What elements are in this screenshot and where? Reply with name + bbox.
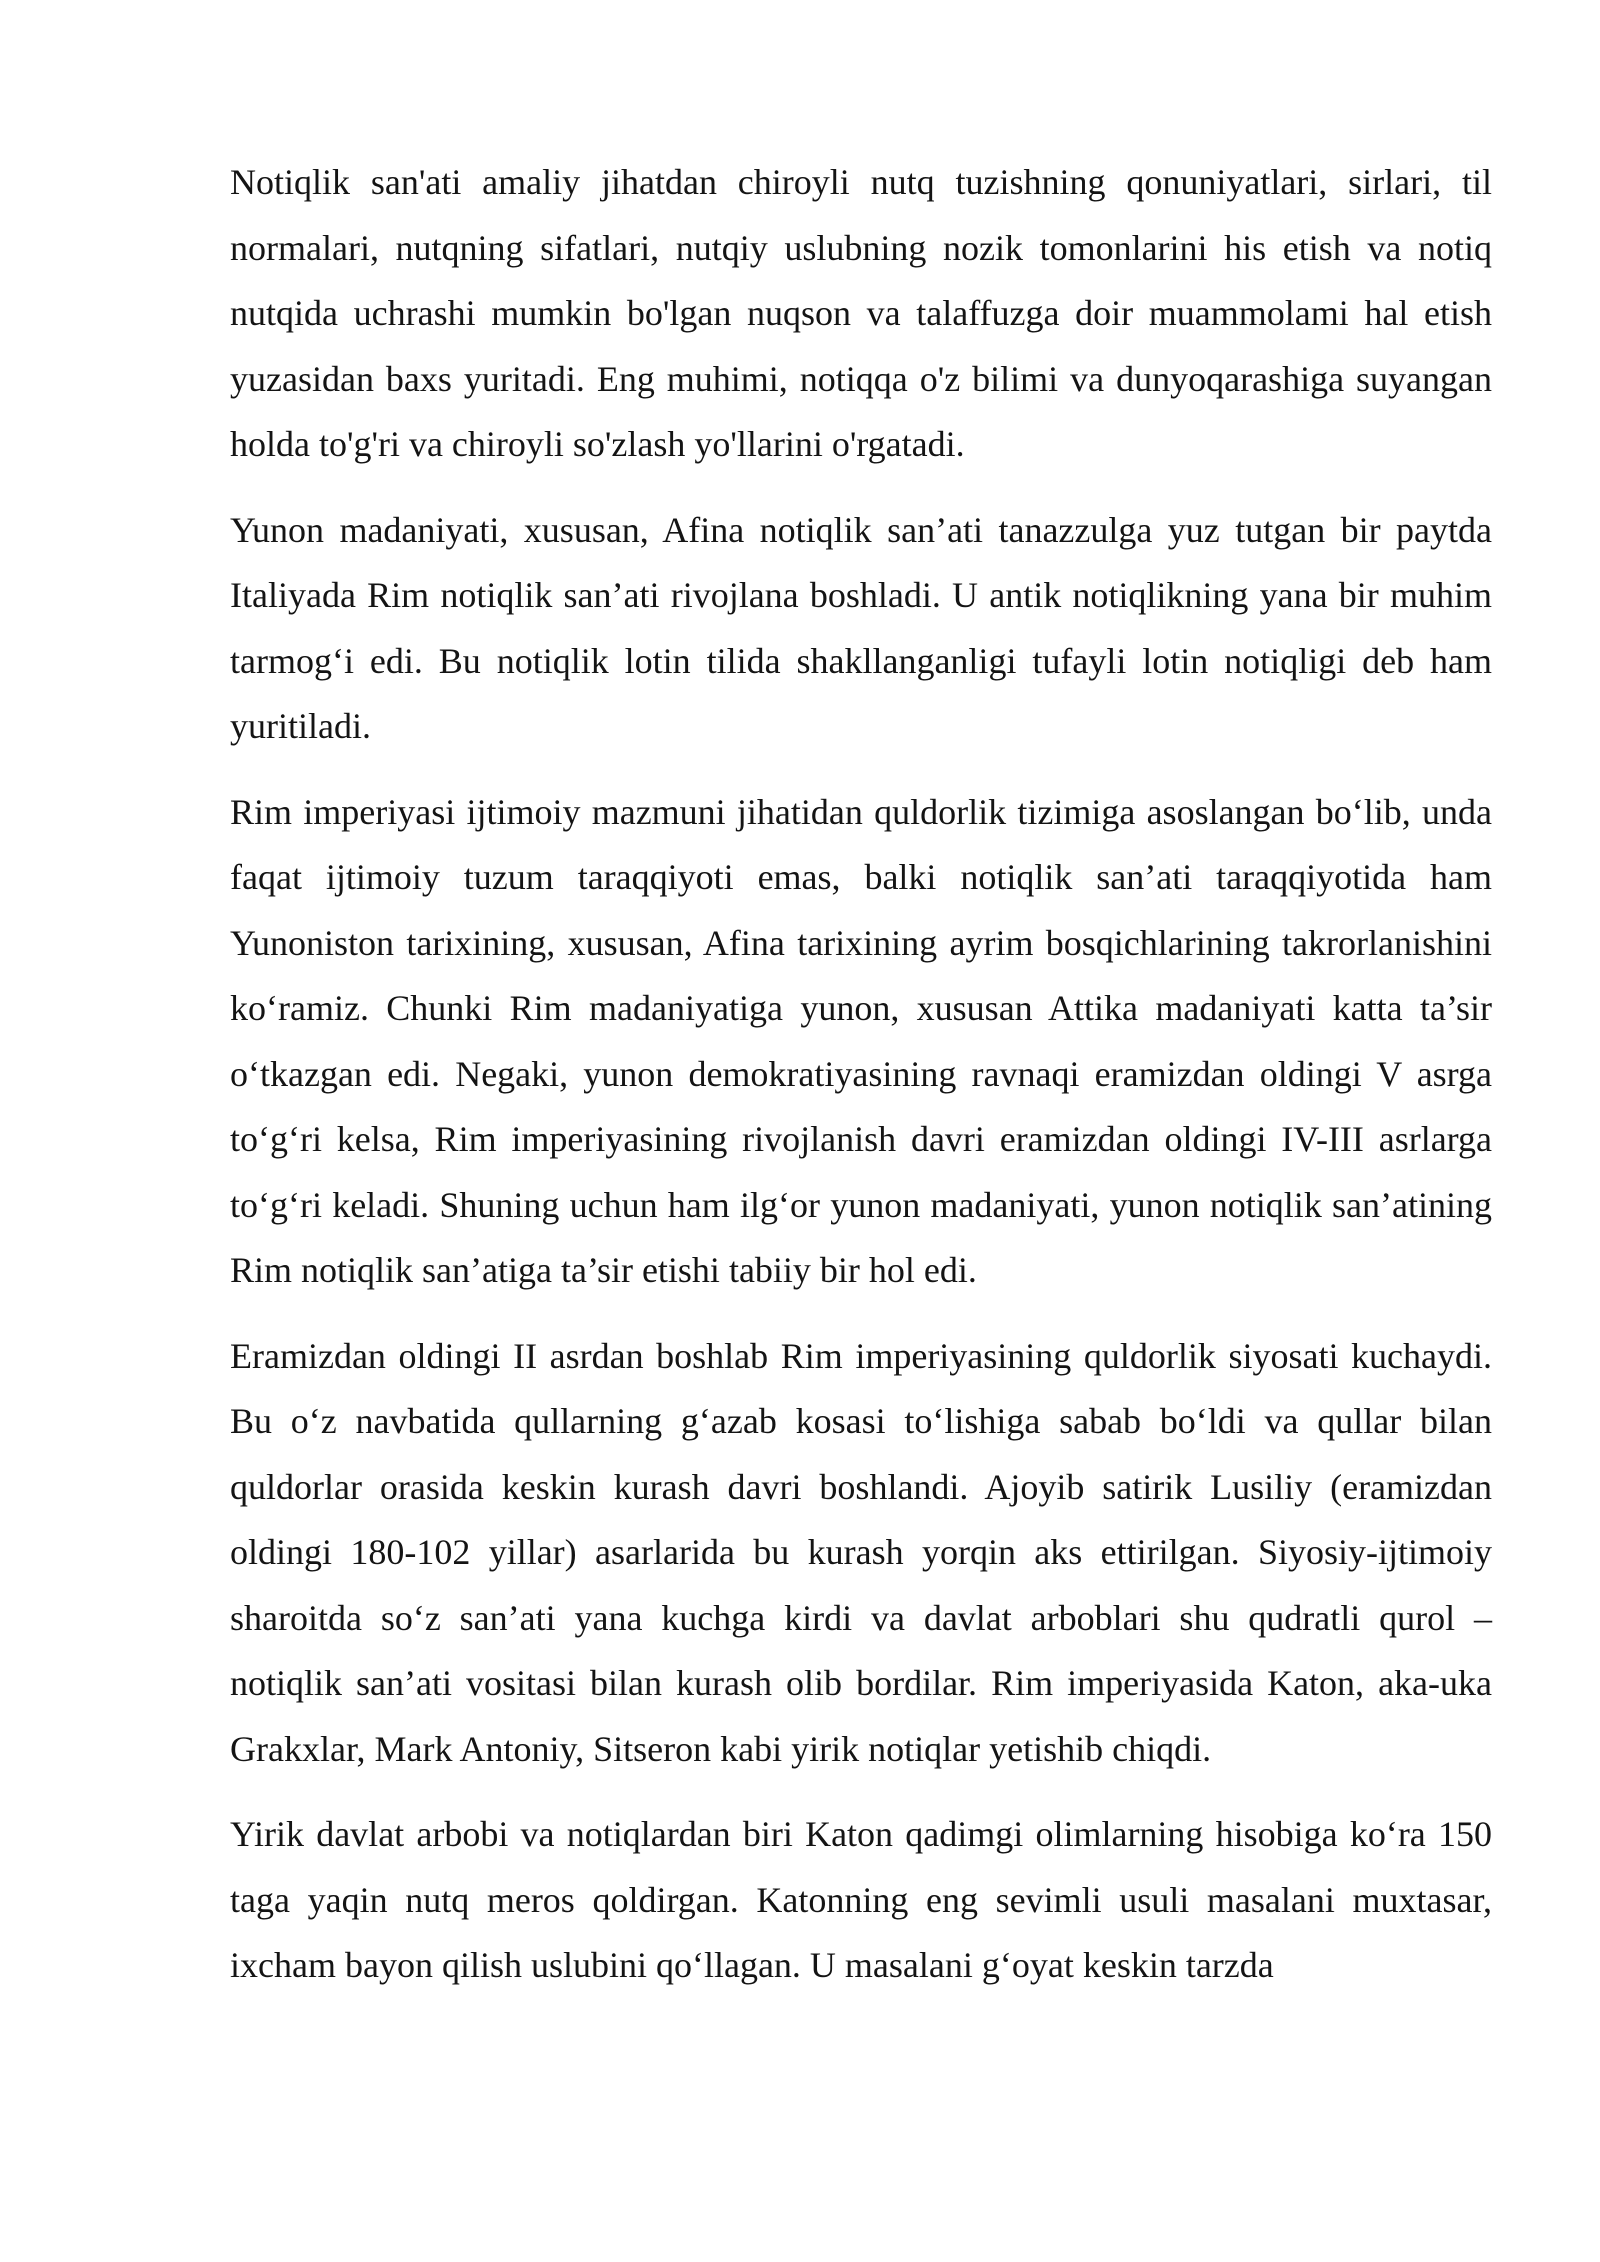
paragraph-rim-imperiyasi: Rim imperiyasi ijtimoiy mazmuni jihatidan quldorlik tizimiga asoslangan bo‘lib, unda faqat ijtimoiy tuzum taraqqiyoti emas, balki notiqlik san’ati taraqqiyotida ham Yunoniston tarixining, xususan, Afina tarixining ayrim bosqichlarining takrorlanishini ko‘ramiz. Chunki Rim madaniyatiga yunon, xususan Attika madaniyati katta ta’sir o‘tkazgan edi. Negaki, yunon demokratiyasining ravnaqi eramizdan oldingi V asrga to‘g‘ri kelsa, Rim imperiyasining rivojlanish davri eramizdan oldingi IV-III asrlarga to‘g‘ri keladi. Shuning uchun ham ilg‘or yunon madaniyati, yunon notiqlik san’atining Rim notiqlik san’atiga ta’sir etishi tabiiy bir hol edi. <box>230 791 1492 1290</box>
document-page <box>230 150 1492 2019</box>
paragraph-notiqlik-sanati: Notiqlik san'ati amaliy jihatdan chiroyli nutq tuzishning qonuniyatlari, sirlari, til normalari, nutqning sifatlari, nutqiy uslubning nozik tomonlarini his etish va notiq nutqida uchrashi mumkin bo'lgan nuqson va talaffuzga doir muammolami hal etish yuzasidan baxs yuritadi. Eng muhimi, notiqqa o'z bilimi va dunyoqarashiga suyangan holda to'g'ri va chiroyli so'zlash yo'llarini o'rgatadi. <box>230 162 1492 464</box>
paragraph-yunon-madaniyati: Yunon madaniyati, xususan, Afina notiqlik san’ati tanazzulga yuz tutgan bir paytda Italiyada Rim notiqlik san’ati rivojlana boshladi. U antik notiqlikning yana bir muhim tarmog‘i edi. Bu notiqlik lotin tilida shakllanganligi tufayli lotin notiqligi deb ham yuritiladi. <box>230 509 1492 746</box>
paragraph-eramizdan-oldingi: Eramizdan oldingi II asrdan boshlab Rim imperiyasining quldorlik siyosati kuchaydi. Bu o‘z navbatida qullarning g‘azab kosasi to‘lishiga sabab bo‘ldi va qullar bilan quldorlar orasida keskin kurash davri boshlandi. Ajoyib satirik Lusiliy (eramizdan oldingi 180-102 yillar) asarlarida bu kurash yorqin aks ettirilgan. Siyosiy-ijtimoiy sharoitda so‘z san’ati yana kuchga kirdi va davlat arboblari shu qudratli qurol – notiqlik san’ati vositasi bilan kurash olib bordilar. Rim imperiyasida Katon, aka-uka Grakxlar, Mark Antoniy, Sitseron kabi yirik notiqlar yetishib chiqdi. <box>230 1335 1492 1769</box>
paragraph-yirik-davlat-arbobi: Yirik davlat arbobi va notiqlardan biri Katon qadimgi olimlarning hisobiga ko‘ra 150 taga yaqin nutq meros qoldirgan. Katonning eng sevimli usuli masalani muxtasar, ixcham bayon qilish uslubini qo‘llagan. U masalani g‘oyat keskin tarzda <box>230 1814 1492 1985</box>
